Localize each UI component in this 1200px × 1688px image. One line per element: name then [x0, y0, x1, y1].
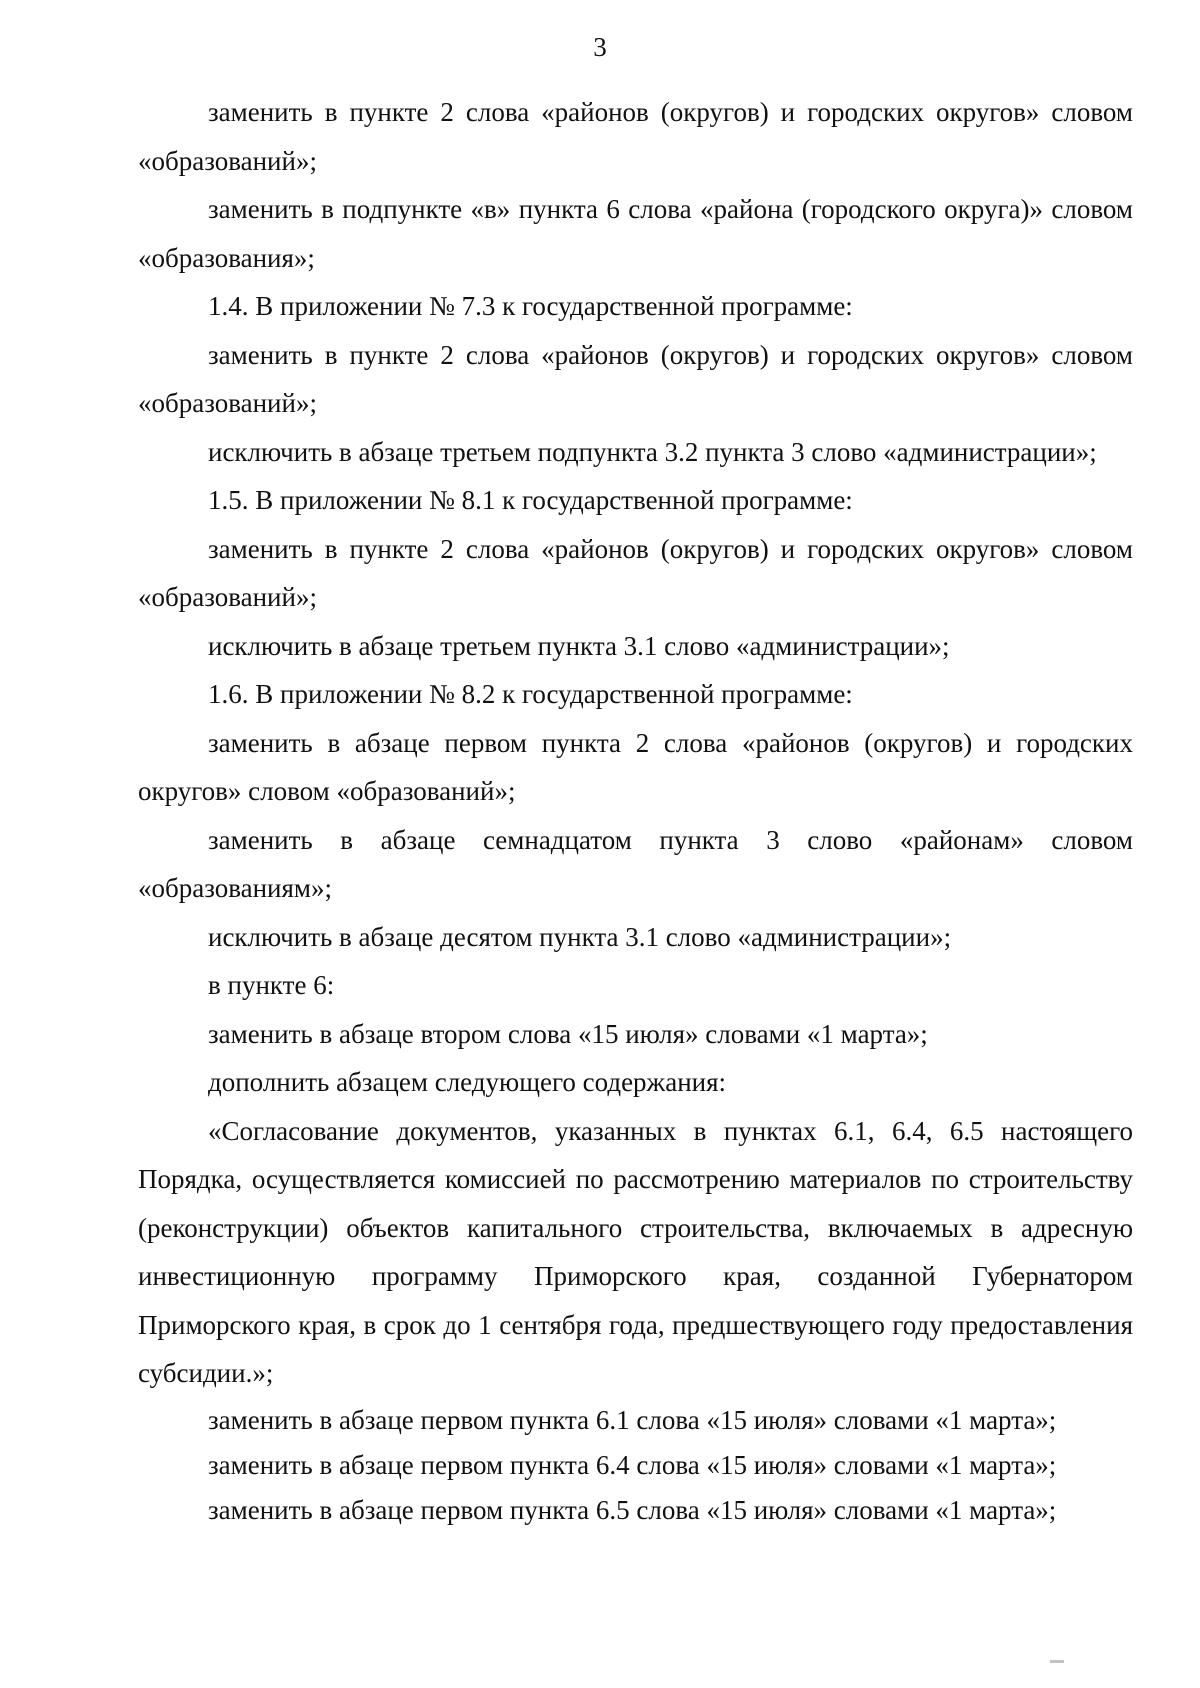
paragraph: заменить в пункте 2 слова «районов (округов) и городских округов» словом «образований»; — [138, 533, 1133, 612]
paragraph: заменить в абзаце первом пункта 6.1 слова «15 июля» словами «1 марта»; — [208, 1404, 1057, 1435]
paragraph: исключить в абзаце третьем подпункта 3.2 пункта 3 слово «администрации»; — [208, 436, 1097, 467]
paragraph: заменить в абзаце семнадцатом пункта 3 слово «районам» словом «образованиям»; — [138, 824, 1133, 903]
scan-artifact — [1050, 1660, 1064, 1663]
paragraph: заменить в пункте 2 слова «районов (округов) и городских округов» словом «образований»; — [138, 97, 1133, 176]
paragraph: заменить в абзаце первом пункта 6.5 слова «15 июля» словами «1 марта»; — [208, 1494, 1057, 1525]
paragraph: в пункте 6: — [208, 970, 335, 1000]
paragraph: заменить в пункте 2 слова «районов (округов) и городских округов» словом «образований»; — [138, 339, 1133, 418]
paragraph: дополнить абзацем следующего содержания: — [208, 1067, 727, 1097]
paragraph: 1.5. В приложении № 8.1 к государственной программе: — [208, 485, 853, 515]
paragraph: исключить в абзаце третьем пункта 3.1 слово «администрации»; — [208, 630, 950, 661]
paragraph: 1.4. В приложении № 7.3 к государственной программе: — [208, 291, 853, 321]
page-number: 3 — [593, 32, 607, 62]
paragraph: заменить в подпункте «в» пункта 6 слова «района (городского округа)» словом «образования»; — [138, 194, 1133, 273]
paragraph: «Согласование документов, указанных в пунктах 6.1, 6.4, 6.5 настоящего Порядка, осуществляется комиссией по рассмотрению материалов по строительству (реконструкции) объектов капитального строительства, включаемых в адресную инвестиционную программу Приморского края, созданной Губернатором Приморского края, в срок до 1 сентября года, предшествующего году предоставления субсидии.»; — [138, 1115, 1133, 1388]
paragraph: заменить в абзаце втором слова «15 июля» словами «1 марта»; — [208, 1018, 928, 1049]
document-body — [138, 88, 1133, 1533]
paragraph: исключить в абзаце десятом пункта 3.1 слово «администрации»; — [208, 921, 952, 952]
paragraph: заменить в абзаце первом пункта 2 слова «районов (округов) и городских округов» словом «образований»; — [138, 727, 1133, 806]
paragraph: 1.6. В приложении № 8.2 к государственной программе: — [208, 679, 853, 709]
paragraph: заменить в абзаце первом пункта 6.4 слова «15 июля» словами «1 марта»; — [208, 1449, 1057, 1480]
